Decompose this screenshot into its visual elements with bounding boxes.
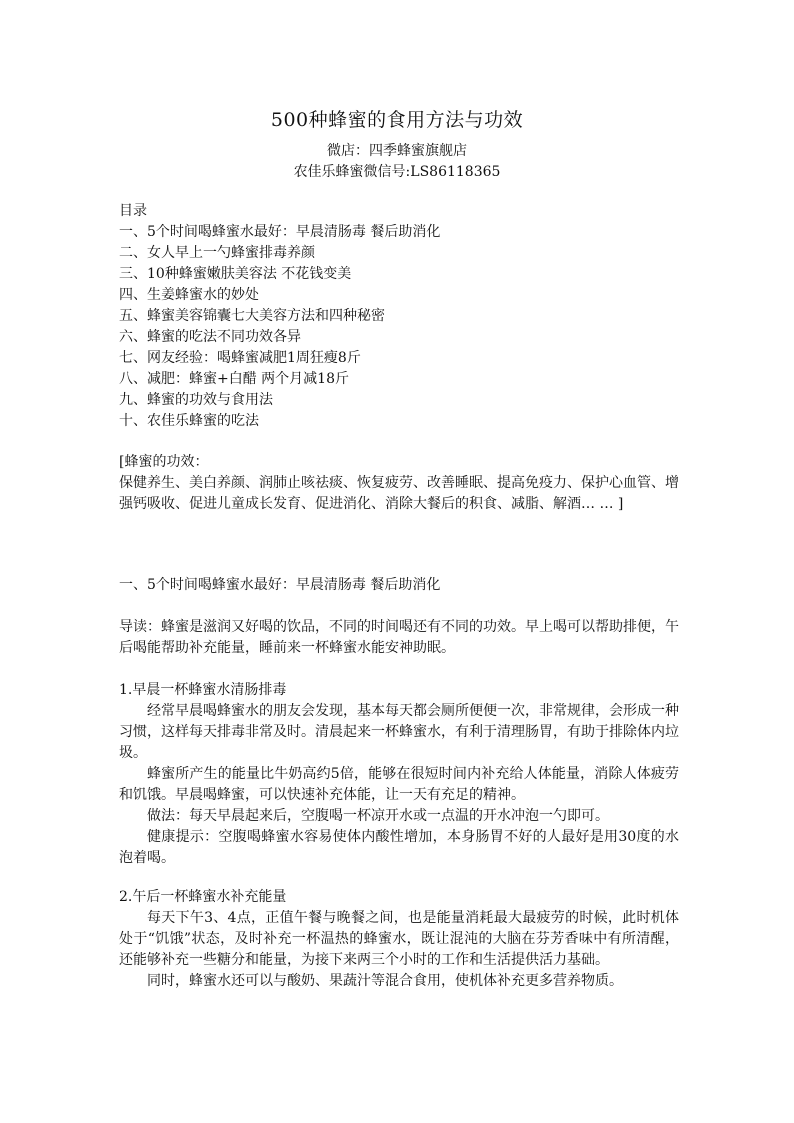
toc-item: 二、女人早上一勺蜂蜜排毒养颜 <box>119 245 315 261</box>
toc-heading: 目录 <box>119 203 147 219</box>
table-of-contents <box>119 201 679 432</box>
toc-item: 八、减肥：蜂蜜+白醋 两个月减18斤 <box>119 371 349 387</box>
paragraph: 每天下午3、4点，正值午餐与晚餐之间，也是能量消耗最大最疲劳的时候，此时机体处于“饥饿”状态，及时补充一杯温热的蜂蜜水，既让混沌的大脑在芬芳香味中有所清醒，还能够补充一些糖分和能量，为接下来两三个小时的工作和生活提供活力基础。 <box>119 910 679 968</box>
efficacy-text: 保健养生、美白养颜、润肺止咳祛痰、恢复疲劳、改善睡眠、提高免疫力、保护心血管、增强钙吸收、促进儿童成长发育、促进消化、消除大餐后的积食、减脂、解酒… … ] <box>119 475 679 512</box>
toc-item: 五、蜂蜜美容锦囊七大美容方法和四种秘密 <box>119 308 385 324</box>
toc-item: 一、5个时间喝蜂蜜水最好：早晨清肠毒 餐后助消化 <box>119 224 441 240</box>
toc-item: 三、10种蜂蜜嫩肤美容法 不花钱变美 <box>119 266 352 282</box>
paragraph: 蜂蜜所产生的能量比牛奶高约5倍，能够在很短时间内补充给人体能量，消除人体疲劳和饥饿。早晨喝蜂蜜，可以快速补充体能，让一天有充足的精神。 <box>119 766 679 803</box>
document-title: 500种蜂蜜的食用方法与功效 <box>270 109 524 131</box>
morning-section <box>119 680 679 869</box>
wechat-id: 农佳乐蜂蜜微信号:LS86118365 <box>293 164 501 180</box>
toc-item: 十、农佳乐蜂蜜的吃法 <box>119 413 259 429</box>
afternoon-section <box>119 887 679 992</box>
subsection-heading: 2.午后一杯蜂蜜水补充能量 <box>119 889 287 905</box>
efficacy-heading: [蜂蜜的功效： <box>119 454 209 470</box>
toc-item: 七、网友经验：喝蜂蜜减肥1周狂瘦8斤 <box>119 350 361 366</box>
subsection-heading: 1.早晨一杯蜂蜜水清肠排毒 <box>119 682 287 698</box>
paragraph: 经常早晨喝蜂蜜水的朋友会发现，基本每天都会厕所便便一次，非常规律，会形成一种习惯，这样每天排毒非常及时。清晨起来一杯蜂蜜水，有利于清理肠胃，有助于排除体内垃圾。 <box>119 703 679 761</box>
toc-item: 九、蜂蜜的功效与食用法 <box>119 392 273 408</box>
paragraph: 做法：每天早晨起来后，空腹喝一杯凉开水或一点温的开水冲泡一勺即可。 <box>147 808 609 824</box>
toc-item: 六、蜂蜜的吃法不同功效各异 <box>119 329 301 345</box>
paragraph: 健康提示：空腹喝蜂蜜水容易使体内酸性增加，本身肠胃不好的人最好是用30度的水泡着喝。 <box>119 829 679 866</box>
toc-item: 四、生姜蜂蜜水的妙处 <box>119 287 259 303</box>
section-heading: 一、5个时间喝蜂蜜水最好：早晨清肠毒 餐后助消化 <box>119 577 441 593</box>
intro-paragraph: 导读：蜂蜜是滋润又好喝的饮品，不同的时间喝还有不同的功效。早上喝可以帮助排便，午后喝能帮助补充能量，睡前来一杯蜂蜜水能安神助眠。 <box>119 619 679 656</box>
paragraph: 同时，蜂蜜水还可以与酸奶、果蔬汁等混合食用，使机体补充更多营养物质。 <box>147 973 623 989</box>
efficacy-block <box>119 452 679 515</box>
shop-name: 微店：四季蜂蜜旗舰店 <box>327 143 467 159</box>
